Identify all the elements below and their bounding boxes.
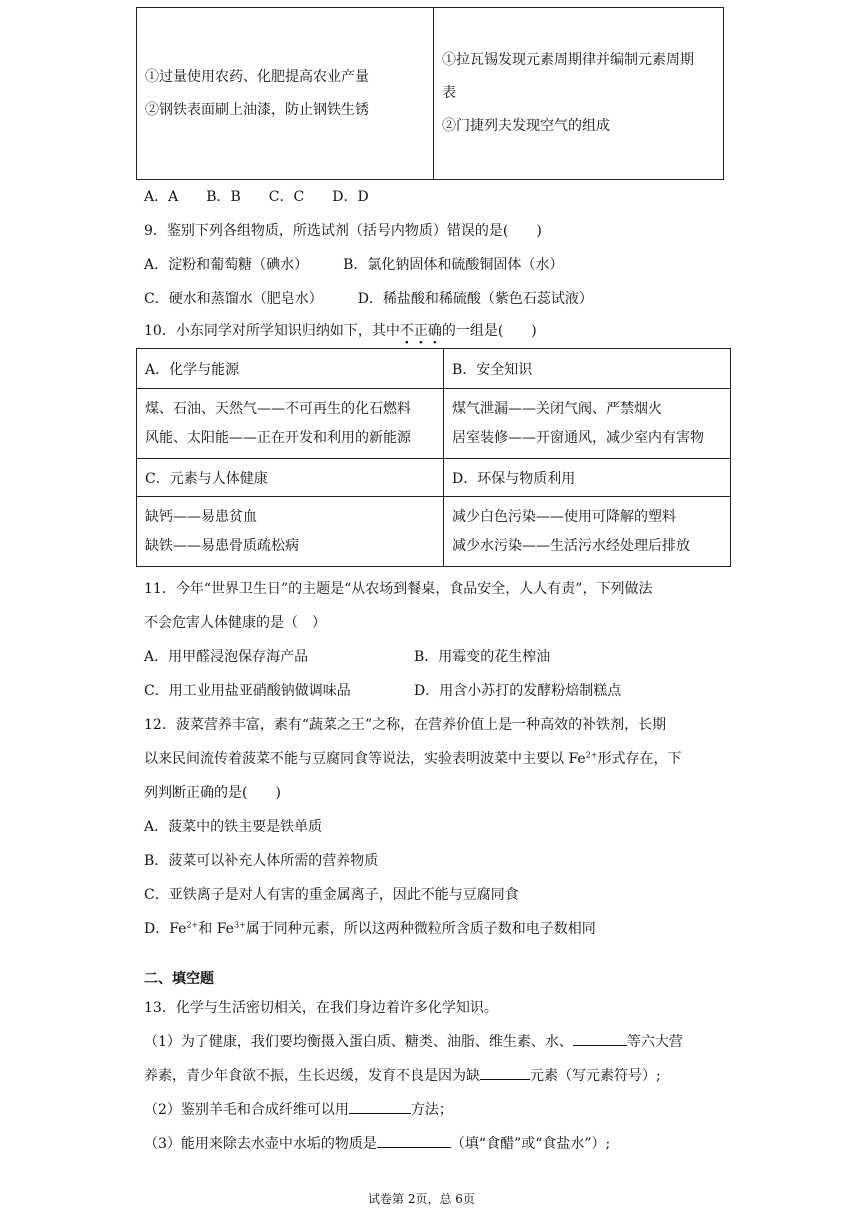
q10-b-line: 煤气泄漏——关闭气阀、严禁烟火 — [452, 400, 662, 417]
top-right-line: ②门捷列夫发现空气的组成 — [442, 118, 610, 134]
superscript: 3+ — [233, 920, 246, 930]
top-left-line: ①过量使用农药、化肥提高农业产量 — [145, 68, 369, 85]
q10-stem-post: 的一组是( ) — [441, 323, 537, 339]
q10-cell-c-body — [137, 497, 444, 567]
answer-blank[interactable] — [573, 1031, 627, 1046]
q12-line2-text: 以来民间流传着菠菜不能与豆腐同食等说法，实验表明波菜中主要以 Fe — [144, 751, 586, 767]
answer-blank[interactable] — [349, 1099, 411, 1114]
q10-a-line: 煤、石油、天然气——不可再生的化石燃料 — [145, 400, 411, 417]
q11-line1: 11．今年“世界卫生日”的主题是“从农场到餐桌，食品安全，人人有责”，下列做法 — [144, 581, 653, 597]
q13-text: （填“食醋”或“食盐水”）; — [450, 1136, 611, 1152]
q10-stem-pre: 10．小东同学对所学知识归纳如下，其中 — [144, 323, 400, 339]
q12-line2 — [144, 748, 681, 768]
q13-text: （3）能用来除去水壶中水垢的物质是 — [144, 1136, 377, 1152]
q12-option-b: B．菠菜可以补充人体所需的营养物质 — [144, 853, 379, 869]
superscript: 2+ — [585, 750, 598, 760]
answer-blank[interactable] — [377, 1133, 451, 1148]
top-table — [136, 7, 724, 180]
superscript: 2+ — [186, 920, 199, 930]
q10-cell-a-body — [137, 389, 444, 459]
q13-part3 — [144, 1133, 610, 1153]
q12-optd-text: 和 Fe — [198, 921, 234, 937]
emphasis-char: 正 — [413, 323, 428, 339]
q13-text: 方法； — [410, 1102, 453, 1118]
q10-cell-b-body — [444, 389, 731, 459]
q11-option-a: A．用甲醛浸泡保存海产品 — [144, 649, 309, 665]
q11-line2: 不会危害人体健康的是（ ） — [144, 615, 326, 631]
q12-line3: 列判断正确的是( ) — [144, 785, 281, 801]
q10-table — [136, 348, 731, 567]
q12-option-a: A．菠菜中的铁主要是铁单质 — [144, 819, 323, 835]
q10-cell-b-title: B．安全知识 — [444, 349, 731, 389]
q10-c-line: 缺铁——易患骨质疏松病 — [145, 537, 299, 554]
q12-line1: 12．菠菜营养丰富，素有“蔬菜之王”之称，在营养价值上是一种高效的补铁剂，长期 — [144, 717, 667, 733]
answer-blank[interactable] — [480, 1065, 530, 1080]
q10-d-line: 减少水污染——生活污水经处理后排放 — [452, 537, 690, 554]
q13-part1-line1 — [144, 1031, 683, 1051]
q13-text: 养素，青少年食欲不振，生长迟缓，发育不良是因为缺 — [144, 1068, 480, 1084]
q12-line2-tail: 形式存在，下 — [597, 751, 682, 767]
top-table-left-cell — [137, 8, 434, 180]
q11-option-c: C．用工业用盐亚硝酸钠做调味品 — [144, 683, 351, 699]
q10-d-line: 减少白色污染——使用可降解的塑料 — [452, 508, 676, 525]
q12-option-d — [144, 918, 596, 938]
q12-optd-text: D．Fe — [144, 921, 187, 937]
q11-option-b: B．用霉变的花生榨油 — [414, 649, 551, 665]
q9-line1: A．淀粉和葡萄糖（碘水） B．氯化钠固体和硫酸铜固体（水） — [144, 257, 564, 273]
q13-part1-line2 — [144, 1065, 661, 1085]
top-table-right-cell — [434, 8, 724, 180]
top-left-line: ②钢铁表面刷上油漆，防止钢铁生锈 — [145, 101, 369, 118]
q10-cell-d-body — [444, 497, 731, 567]
top-right-line: 表 — [442, 85, 456, 101]
q10-c-line: 缺钙——易患贫血 — [145, 508, 257, 525]
q13-text: 元素（写元素符号）; — [530, 1068, 661, 1084]
q13-part2 — [144, 1099, 453, 1119]
section-heading: 二、填空题 — [144, 971, 214, 987]
q10-stem — [144, 320, 537, 340]
q11-option-d: D．用含小苏打的发酵粉焙制糕点 — [414, 683, 622, 699]
q13-stem: 13．化学与生活密切相关，在我们身边着许多化学知识。 — [144, 1000, 498, 1016]
q10-b-line: 居室装修——开窗通风，减少室内有害物 — [452, 429, 704, 446]
q10-cell-c-title: C．元素与人体健康 — [137, 459, 444, 497]
q12-option-c: C．亚铁离子是对人有害的重金属离子，因此不能与豆腐同食 — [144, 887, 519, 903]
q13-text: 等六大营 — [626, 1034, 683, 1050]
top-right-line: ①拉瓦锡发现元素周期律并编制元素周期 — [442, 52, 694, 68]
emphasis-char: 确 — [427, 323, 442, 339]
q13-text: （2）鉴别羊毛和合成纤维可以用 — [144, 1102, 349, 1118]
q9-stem: 9．鉴别下列各组物质，所选试剂（括号内物质）错误的是( ) — [144, 223, 542, 239]
page-footer: 试卷第 2页，总 6页 — [368, 1192, 475, 1206]
q10-cell-d-title: D．环保与物质利用 — [444, 459, 731, 497]
q12-optd-text: 属于同种元素，所以这两种微粒所含质子数和电子数相同 — [245, 921, 596, 937]
q10-a-line: 风能、太阳能——正在开发和利用的新能源 — [145, 429, 411, 446]
q9-line2: C．硬水和蒸馏水（肥皂水） D．稀盐酸和稀硫酸（紫色石蕊试液） — [144, 291, 593, 307]
q10-cell-a-title: A．化学与能源 — [137, 349, 444, 389]
emphasis-char: 不 — [399, 323, 414, 339]
q8-options: A．A B．B C．C D．D — [144, 189, 369, 205]
q13-text: （1）为了健康，我们要均衡摄入蛋白质、糖类、油脂、维生素、水、 — [144, 1034, 573, 1050]
